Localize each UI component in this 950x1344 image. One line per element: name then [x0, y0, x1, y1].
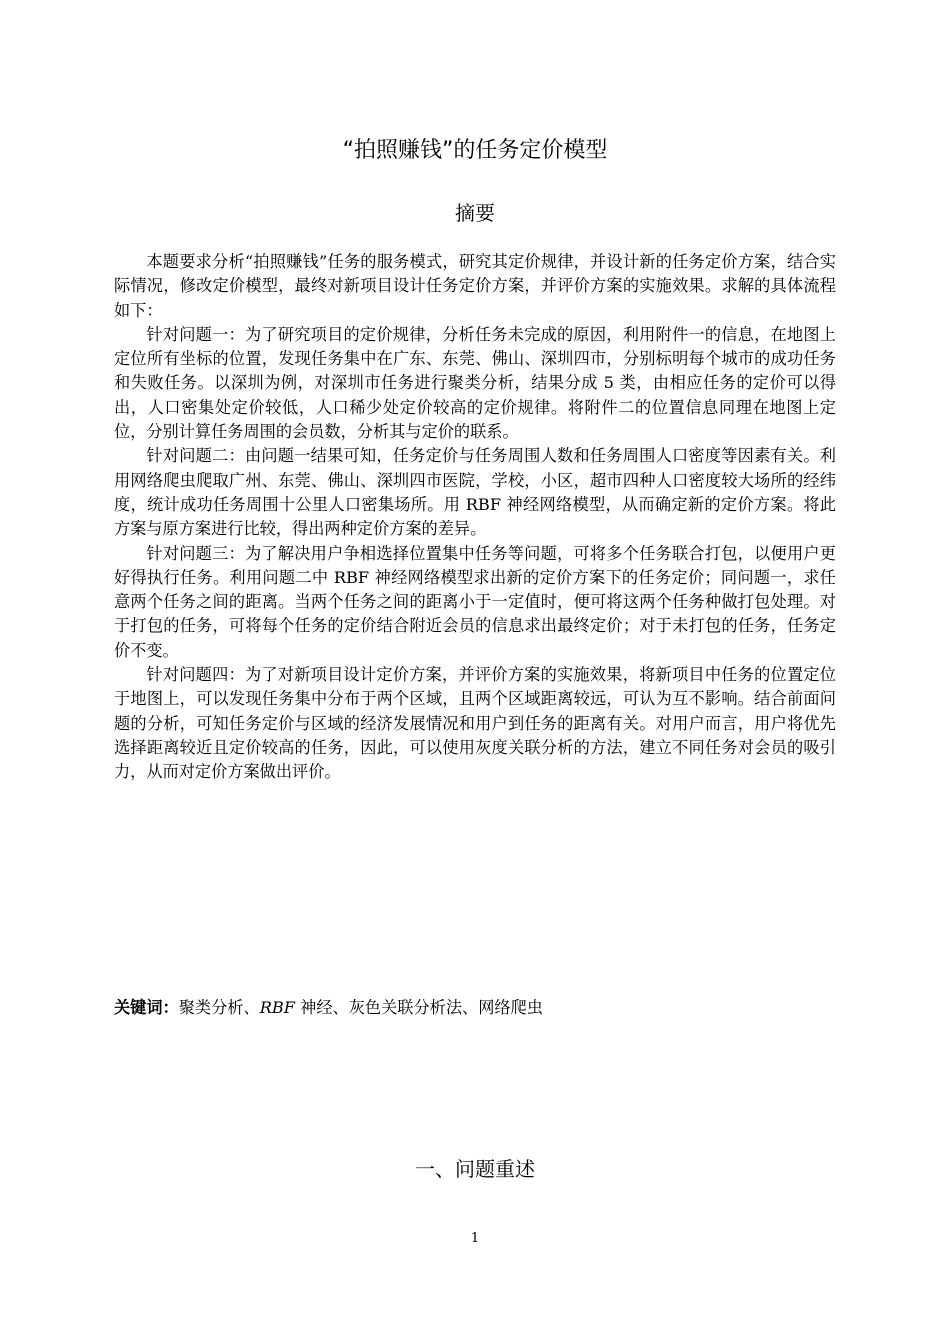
abstract-heading: 摘要	[455, 201, 495, 225]
keyword-rbf: RBF	[259, 998, 296, 1017]
keywords-label: 关键词：	[114, 998, 179, 1017]
abstract-paragraph: 针对问题二：由问题一结果可知，任务定价与任务周围人数和任务周围人口密度等因素有关。利用网络爬虫爬取广州、东莞、佛山、深圳四市医院，学校，小区，超市四种人口密度较大场所的经纬度，统计成功任务周围十公里人口密集场所。用 RBF 神经网络模型，从而确定新的定价方案。将此方案与原方案进行比较，得出两种定价方案的差异。	[114, 446, 836, 539]
section-heading: 一、问题重述	[415, 1157, 535, 1181]
abstract-paragraph: 本题要求分析“拍照赚钱”任务的服务模式，研究其定价规律，并设计新的任务定价方案，结合实际情况，修改定价模型，最终对新项目设计任务定价方案，并评价方案的实施效果。求解的具体流程如下：	[114, 252, 836, 320]
abstract-paragraph: 针对问题四：为了对新项目设计定价方案，并评价方案的实施效果，将新项目中任务的位置定位于地图上，可以发现任务集中分布于两个区域，且两个区域距离较远，可认为互不影响。结合前面问题的分析，可知任务定价与区域的经济发展情况和用户到任务的距离有关。对用户而言，用户将优先选择距离较近且定价较高的任务，因此，可以使用灰度关联分析的方法，建立不同任务对会员的吸引力，从而对定价方案做出评价。	[114, 665, 836, 782]
abstract-paragraph: 针对问题三：为了解决用户争相选择位置集中任务等问题，可将多个任务联合打包，以便用户更好得执行任务。利用问题二中 RBF 神经网络模型求出新的定价方案下的任务定价；同问题一，求任意两个任务之间的距离。当两个任务之间的距离小于一定值时，便可将这两个任务种做打包处理。对于打包的任务，可将每个任务的定价结合附近会员的信息求出最终定价；对于未打包的任务，任务定价不变。	[114, 543, 836, 660]
abstract-body	[114, 250, 836, 785]
page-number: 1	[470, 1231, 480, 1246]
keyword-text: 聚类分析、	[178, 998, 260, 1017]
abstract-paragraph: 针对问题一：为了研究项目的定价规律，分析任务未完成的原因，利用附件一的信息，在地图上定位所有坐标的位置，发现任务集中在广东、东莞、佛山、深圳四市，分别标明每个城市的成功任务和失败任务。以深圳为例，对深圳市任务进行聚类分析，结果分成 5 类，由相应任务的定价可以得出，人口密集处定价较低，人口稀少处定价较高的定价规律。将附件二的位置信息同理在地图上定位，分别计算任务周围的会员数，分析其与定价的联系。	[114, 324, 836, 442]
keywords-line	[114, 996, 543, 1020]
document-title: “拍照赚钱”的任务定价模型	[342, 138, 608, 163]
keyword-text: 神经、灰色关联分析法、网络爬虫	[295, 998, 543, 1017]
